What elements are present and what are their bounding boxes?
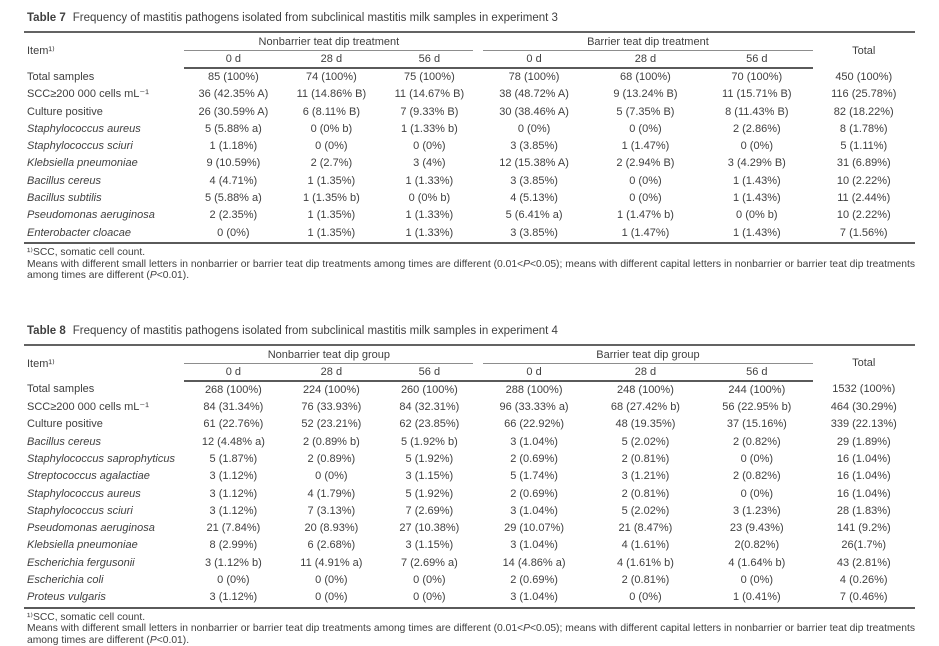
data-cell: 5 (1.87%)	[209, 452, 258, 465]
data-cell: 6 (8.11% B)	[302, 105, 361, 118]
row-label: Staphylococcus sciuri	[27, 140, 133, 153]
table-row	[24, 121, 915, 138]
footnote-text-segment: Means with different small letters in nonbarrier or barrier teat dip treatments among times are different (0.01<	[27, 258, 524, 270]
row-label: Bacillus cereus	[27, 174, 101, 187]
barrier-group-header	[478, 345, 812, 364]
data-cell: 7 (1.56%)	[839, 226, 888, 239]
data-cell: 1 (1.43%)	[732, 174, 781, 187]
data-cell: 339 (22.13%)	[830, 418, 897, 431]
data-cell: 20 (8.93%)	[304, 522, 359, 535]
data-cell: 16 (1.04%)	[836, 487, 891, 500]
data-cell: 0 (0%)	[517, 122, 551, 135]
subcol-barrier-56d: 56 d	[701, 51, 812, 68]
data-cell: 5 (7.35% B)	[616, 105, 675, 118]
data-cell: 0 (0%)	[413, 574, 446, 587]
data-cell: 3 (1.04%)	[510, 435, 558, 448]
data-cell: 84 (31.34%)	[203, 401, 264, 414]
table-row	[24, 68, 915, 86]
table-row	[24, 503, 915, 520]
data-cell: 3 (1.12%)	[209, 591, 258, 604]
total-column-header: Total	[852, 357, 876, 370]
data-cell: 3 (1.12% b)	[204, 556, 262, 569]
data-cell: 7 (2.69%)	[405, 504, 454, 517]
data-cell: 1 (1.33%)	[405, 226, 454, 239]
table-row	[24, 104, 915, 121]
data-cell: 5 (5.88% a)	[204, 122, 262, 135]
data-cell: 16 (1.04%)	[836, 470, 891, 483]
data-cell: 2 (0.89%)	[307, 452, 356, 465]
data-cell: 62 (23.85%)	[399, 418, 460, 431]
data-cell: 3 (4.29% B)	[727, 157, 786, 170]
data-cell: 2 (2.35%)	[209, 209, 258, 222]
footnote-text-segment: P	[149, 270, 157, 282]
row-label: Staphylococcus sciuri	[27, 504, 133, 517]
data-cell: 6 (2.68%)	[307, 539, 356, 552]
footnote-text-segment: P	[523, 623, 530, 635]
nonbarrier-group-header	[184, 345, 478, 364]
data-cell: 7 (3.13%)	[307, 504, 356, 517]
header-group-row	[24, 32, 915, 51]
row-label: Staphylococcus saprophyticus	[27, 452, 175, 465]
table7-footnotes	[27, 247, 915, 282]
data-cell: 260 (100%)	[400, 383, 458, 396]
row-label: Proteus vulgaris	[27, 591, 106, 604]
data-cell: 26 (30.59% A)	[198, 105, 269, 118]
data-cell: 27 (10.38%)	[399, 522, 460, 535]
data-cell: 1 (1.43%)	[732, 192, 781, 205]
data-cell: 30 (38.46% A)	[499, 105, 569, 118]
table7	[24, 31, 915, 244]
table-row	[24, 555, 915, 572]
data-cell: 12 (4.48% a)	[201, 435, 265, 448]
subcol-nonbarrier-28d: 28 d	[282, 51, 380, 68]
data-cell: 0 (0%)	[413, 140, 446, 153]
table-row	[24, 416, 915, 433]
table-row	[24, 589, 915, 607]
data-cell: 3 (1.15%)	[405, 539, 454, 552]
row-label: Staphylococcus aureus	[27, 122, 141, 135]
data-cell: 2 (0.69%)	[510, 574, 558, 587]
data-cell: 16 (1.04%)	[836, 452, 891, 465]
data-cell: 3 (1.12%)	[209, 487, 258, 500]
data-cell: 4 (1.61% b)	[617, 556, 674, 569]
footnote-means	[27, 623, 915, 646]
table7-caption-text: Frequency of mastitis pathogens isolated from subclinical mastitis milk samples in experiment 3	[72, 12, 558, 24]
data-cell: 2 (0.81%)	[621, 487, 670, 500]
table-row	[24, 399, 915, 416]
data-cell: 0 (0%)	[217, 226, 250, 239]
row-label: Culture positive	[27, 105, 103, 118]
data-cell: 450 (100%)	[835, 70, 893, 83]
subcol-barrier-28d: 28 d	[590, 364, 701, 381]
data-cell: 244 (100%)	[728, 383, 786, 396]
table-row	[24, 468, 915, 485]
data-cell: 61 (22.76%)	[203, 418, 264, 431]
data-cell: 3 (1.12%)	[209, 470, 258, 483]
data-cell: 1 (1.47%)	[621, 140, 670, 153]
data-cell: 3 (1.04%)	[510, 504, 558, 517]
data-cell: 0 (0%)	[740, 140, 774, 153]
table8-label: Table 8	[27, 324, 66, 337]
data-cell: 4 (0.26%)	[839, 574, 888, 587]
data-cell: 26(1.7%)	[841, 539, 887, 552]
data-cell: 5 (5.88% a)	[204, 192, 262, 205]
table-row	[24, 520, 915, 537]
data-cell: 2 (0.89% b)	[302, 435, 360, 448]
data-cell: 1 (1.47%)	[621, 226, 670, 239]
data-cell: 8 (1.78%)	[839, 122, 888, 135]
row-label: SCC≥200 000 cells mL⁻¹	[27, 88, 149, 101]
data-cell: 2 (0.81%)	[621, 452, 670, 465]
footnote-text-segment: <0.05); means with different capital letters in nonbarrier or barrier teat dip treatments among times are different (	[27, 258, 915, 282]
data-cell: 68 (100%)	[620, 71, 671, 83]
row-label: Klebsiella pneumoniae	[27, 157, 138, 170]
row-label: Klebsiella pneumoniae	[27, 539, 138, 552]
row-label: Total samples	[27, 383, 95, 396]
data-cell: 0 (0%)	[315, 140, 348, 153]
subcol-barrier-0d: 0 d	[478, 51, 589, 68]
data-cell: 268 (100%)	[204, 383, 262, 396]
footnote-abbreviation: ¹⁾SCC, somatic cell count.	[27, 246, 146, 258]
data-cell: 5 (1.92%)	[405, 452, 454, 465]
row-label: Culture positive	[27, 418, 103, 431]
data-cell: 29 (1.89%)	[836, 435, 891, 448]
data-cell: 9 (10.59%)	[206, 157, 261, 170]
data-cell: 3 (4%)	[413, 157, 446, 170]
data-cell: 2 (2.86%)	[732, 122, 781, 135]
footnote-text-segment: <0.05); means with different capital letters in nonbarrier or barrier teat dip treatments among times are different (	[27, 623, 915, 646]
subcol-barrier-56d: 56 d	[701, 364, 812, 381]
data-cell: 141 (9.2%)	[836, 522, 891, 535]
table8-body	[24, 381, 915, 608]
nonbarrier-group-label: Nonbarrier teat dip group	[184, 349, 473, 364]
data-cell: 116 (25.78%)	[831, 88, 897, 101]
data-cell: 2 (0.69%)	[510, 452, 558, 465]
table-row	[24, 486, 915, 503]
data-cell: 1 (1.35%)	[307, 209, 356, 222]
data-cell: 4 (1.64% b)	[728, 556, 786, 569]
item-column-header: Item¹⁾	[27, 45, 55, 57]
footnote-text-segment: <0.01).	[156, 270, 190, 282]
item-column-header: Item¹⁾	[27, 357, 55, 370]
row-label: Pseudomonas aeruginosa	[27, 522, 155, 535]
data-cell: 14 (4.86% a)	[502, 556, 566, 569]
footnote-text-segment: <0.01).	[156, 634, 190, 646]
data-cell: 5 (1.92%)	[405, 487, 454, 500]
table8-caption-text: Frequency of mastitis pathogens isolated from subclinical mastitis milk samples in experiment 4	[72, 324, 558, 337]
table8-section	[24, 324, 915, 646]
data-cell: 2 (0.82%)	[732, 435, 781, 448]
table-row	[24, 190, 915, 207]
barrier-group-header	[478, 32, 812, 51]
data-cell: 56 (22.95% b)	[722, 401, 792, 414]
data-cell: 3 (1.23%)	[732, 504, 781, 517]
data-cell: 5 (1.11%)	[840, 140, 888, 153]
data-cell: 0 (0%)	[629, 174, 662, 187]
data-cell: 0 (0%)	[413, 591, 446, 604]
table8	[24, 344, 915, 609]
table-row	[24, 451, 915, 468]
table7-section	[24, 11, 915, 282]
data-cell: 82 (18.22%)	[833, 105, 894, 118]
data-cell: 0 (0%)	[740, 452, 774, 465]
data-cell: 3 (3.85%)	[510, 226, 558, 239]
data-cell: 9 (13.24% B)	[613, 88, 678, 101]
data-cell: 70 (100%)	[731, 71, 783, 83]
data-cell: 52 (23.21%)	[301, 418, 362, 431]
data-cell: 3 (3.85%)	[510, 140, 558, 153]
table-row	[24, 572, 915, 589]
footnote-text-segment: P	[149, 634, 157, 646]
header-group-row	[24, 345, 915, 364]
data-cell: 11 (14.67% B)	[394, 88, 465, 101]
data-cell: 5 (6.41% a)	[505, 209, 563, 222]
data-cell: 37 (15.16%)	[726, 418, 787, 431]
data-cell: 7 (0.46%)	[839, 591, 888, 604]
data-cell: 0 (0%)	[629, 122, 662, 135]
data-cell: 1 (1.35% b)	[302, 192, 360, 205]
data-cell: 7 (9.33% B)	[400, 105, 459, 118]
table-row	[24, 86, 915, 103]
data-cell: 11 (14.86% B)	[296, 88, 367, 101]
row-label: Pseudomonas aeruginosa	[27, 209, 155, 222]
footnote-abbreviation: ¹⁾SCC, somatic cell count.	[27, 611, 146, 623]
data-cell: 5 (1.92% b)	[400, 435, 458, 448]
data-cell: 10 (2.22%)	[836, 174, 891, 187]
data-cell: 78 (100%)	[508, 71, 560, 83]
data-cell: 464 (30.29%)	[830, 401, 897, 414]
table-row	[24, 155, 915, 172]
data-cell: 8 (11.43% B)	[725, 105, 789, 118]
barrier-group-label: Barrier teat dip treatment	[483, 36, 812, 51]
data-cell: 75 (100%)	[403, 71, 455, 83]
table8-caption	[27, 324, 915, 338]
data-cell: 1 (1.18%)	[209, 140, 258, 153]
row-label: Escherichia fergusonii	[27, 556, 135, 569]
data-cell: 76 (33.93%)	[301, 401, 362, 414]
data-cell: 43 (2.81%)	[836, 556, 891, 569]
data-cell: 0 (0% b)	[310, 122, 353, 135]
data-cell: 1 (0.41%)	[732, 591, 781, 604]
data-cell: 66 (22.92%)	[504, 418, 565, 431]
data-cell: 0 (0%)	[315, 470, 348, 483]
data-cell: 1 (1.35%)	[307, 226, 356, 239]
table-row	[24, 381, 915, 399]
data-cell: 5 (2.02%)	[621, 504, 670, 517]
data-cell: 2 (2.94% B)	[616, 157, 675, 170]
data-cell: 5 (2.02%)	[621, 435, 670, 448]
data-cell: 248 (100%)	[617, 383, 674, 396]
data-cell: 1 (1.35%)	[307, 174, 356, 187]
data-cell: 2(0.82%)	[734, 539, 780, 552]
footnote-text-segment: P	[523, 258, 530, 270]
data-cell: 11 (4.91% a)	[300, 556, 363, 569]
data-cell: 4 (5.13%)	[510, 192, 558, 205]
data-cell: 2 (0.81%)	[621, 574, 670, 587]
footnote-text-segment: Means with different small letters in nonbarrier or barrier teat dip treatments among times are different (0.01<	[27, 623, 524, 635]
data-cell: 12 (15.38% A)	[499, 157, 569, 170]
table7-body	[24, 68, 915, 243]
data-cell: 0 (0% b)	[736, 209, 778, 222]
data-cell: 4 (1.79%)	[307, 487, 356, 500]
table7-caption	[27, 11, 915, 25]
data-cell: 29 (10.07%)	[504, 522, 565, 535]
data-cell: 1 (1.33%)	[405, 209, 454, 222]
data-cell: 74 (100%)	[305, 71, 357, 83]
data-cell: 11 (15.71% B)	[722, 88, 792, 101]
data-cell: 0 (0% b)	[408, 192, 451, 205]
data-cell: 1 (1.33% b)	[400, 122, 458, 135]
data-cell: 28 (1.83%)	[836, 504, 891, 517]
data-cell: 3 (3.85%)	[510, 174, 558, 187]
row-label: Bacillus subtilis	[27, 192, 102, 205]
data-cell: 84 (32.31%)	[399, 401, 460, 414]
data-cell: 1 (1.43%)	[732, 226, 781, 239]
data-cell: 3 (1.12%)	[209, 504, 258, 517]
data-cell: 0 (0%)	[217, 574, 250, 587]
table7-label: Table 7	[27, 12, 66, 24]
data-cell: 11 (2.44%)	[837, 192, 891, 205]
subcol-nonbarrier-0d: 0 d	[184, 51, 282, 68]
data-cell: 23 (9.43%)	[729, 522, 784, 535]
data-cell: 68 (27.42% b)	[610, 401, 680, 414]
data-cell: 1532 (100%)	[832, 383, 896, 396]
data-cell: 21 (7.84%)	[206, 522, 261, 535]
table-row	[24, 207, 915, 224]
footnote-means	[27, 259, 915, 282]
data-cell: 2 (0.82%)	[732, 470, 781, 483]
nonbarrier-group-header	[184, 32, 478, 51]
data-cell: 85 (100%)	[207, 71, 259, 83]
data-cell: 3 (1.15%)	[405, 470, 454, 483]
table-row	[24, 138, 915, 155]
data-cell: 4 (4.71%)	[209, 174, 258, 187]
row-label: Staphylococcus aureus	[27, 487, 141, 500]
data-cell: 3 (1.04%)	[510, 591, 558, 604]
total-column-header: Total	[852, 44, 876, 57]
data-cell: 0 (0%)	[315, 574, 348, 587]
data-cell: 0 (0%)	[740, 574, 774, 587]
data-cell: 38 (48.72% A)	[499, 88, 569, 101]
row-label: SCC≥200 000 cells mL⁻¹	[27, 401, 149, 414]
table-row	[24, 173, 915, 190]
data-cell: 288 (100%)	[505, 383, 563, 396]
data-cell: 3 (1.21%)	[621, 470, 670, 483]
row-label: Total samples	[27, 70, 95, 83]
data-cell: 36 (42.35% A)	[198, 88, 269, 101]
data-cell: 10 (2.22%)	[836, 209, 891, 222]
row-label: Streptococcus agalactiae	[27, 470, 150, 483]
data-cell: 31 (6.89%)	[836, 157, 891, 170]
data-cell: 7 (2.69% a)	[400, 556, 458, 569]
data-cell: 48 (19.35%)	[615, 418, 676, 431]
barrier-group-label: Barrier teat dip group	[483, 349, 812, 364]
data-cell: 1 (1.47% b)	[617, 209, 674, 222]
data-cell: 0 (0%)	[315, 591, 348, 604]
subcol-nonbarrier-0d: 0 d	[184, 364, 282, 381]
data-cell: 0 (0%)	[629, 192, 662, 205]
subcol-nonbarrier-56d: 56 d	[380, 51, 478, 68]
data-cell: 96 (33.33% a)	[499, 401, 569, 414]
subcol-nonbarrier-28d: 28 d	[282, 364, 380, 381]
subcol-barrier-0d: 0 d	[478, 364, 589, 381]
data-cell: 1 (1.33%)	[405, 174, 454, 187]
subcol-nonbarrier-56d: 56 d	[380, 364, 478, 381]
data-cell: 3 (1.04%)	[510, 539, 558, 552]
data-cell: 224 (100%)	[302, 383, 360, 396]
data-cell: 5 (1.74%)	[510, 470, 558, 483]
data-cell: 8 (2.99%)	[209, 539, 258, 552]
nonbarrier-group-label: Nonbarrier teat dip treatment	[184, 36, 473, 51]
data-cell: 2 (0.69%)	[510, 487, 558, 500]
data-cell: 4 (1.61%)	[621, 539, 670, 552]
row-label: Enterobacter cloacae	[27, 226, 131, 239]
table-row	[24, 537, 915, 554]
data-cell: 21 (8.47%)	[618, 522, 673, 535]
table-row	[24, 225, 915, 243]
data-cell: 2 (2.7%)	[310, 157, 353, 170]
table-row	[24, 434, 915, 451]
subcol-barrier-28d: 28 d	[590, 51, 701, 68]
data-cell: 0 (0%)	[740, 487, 774, 500]
data-cell: 0 (0%)	[629, 591, 662, 604]
row-label: Bacillus cereus	[27, 435, 101, 448]
row-label: Escherichia coli	[27, 574, 104, 587]
